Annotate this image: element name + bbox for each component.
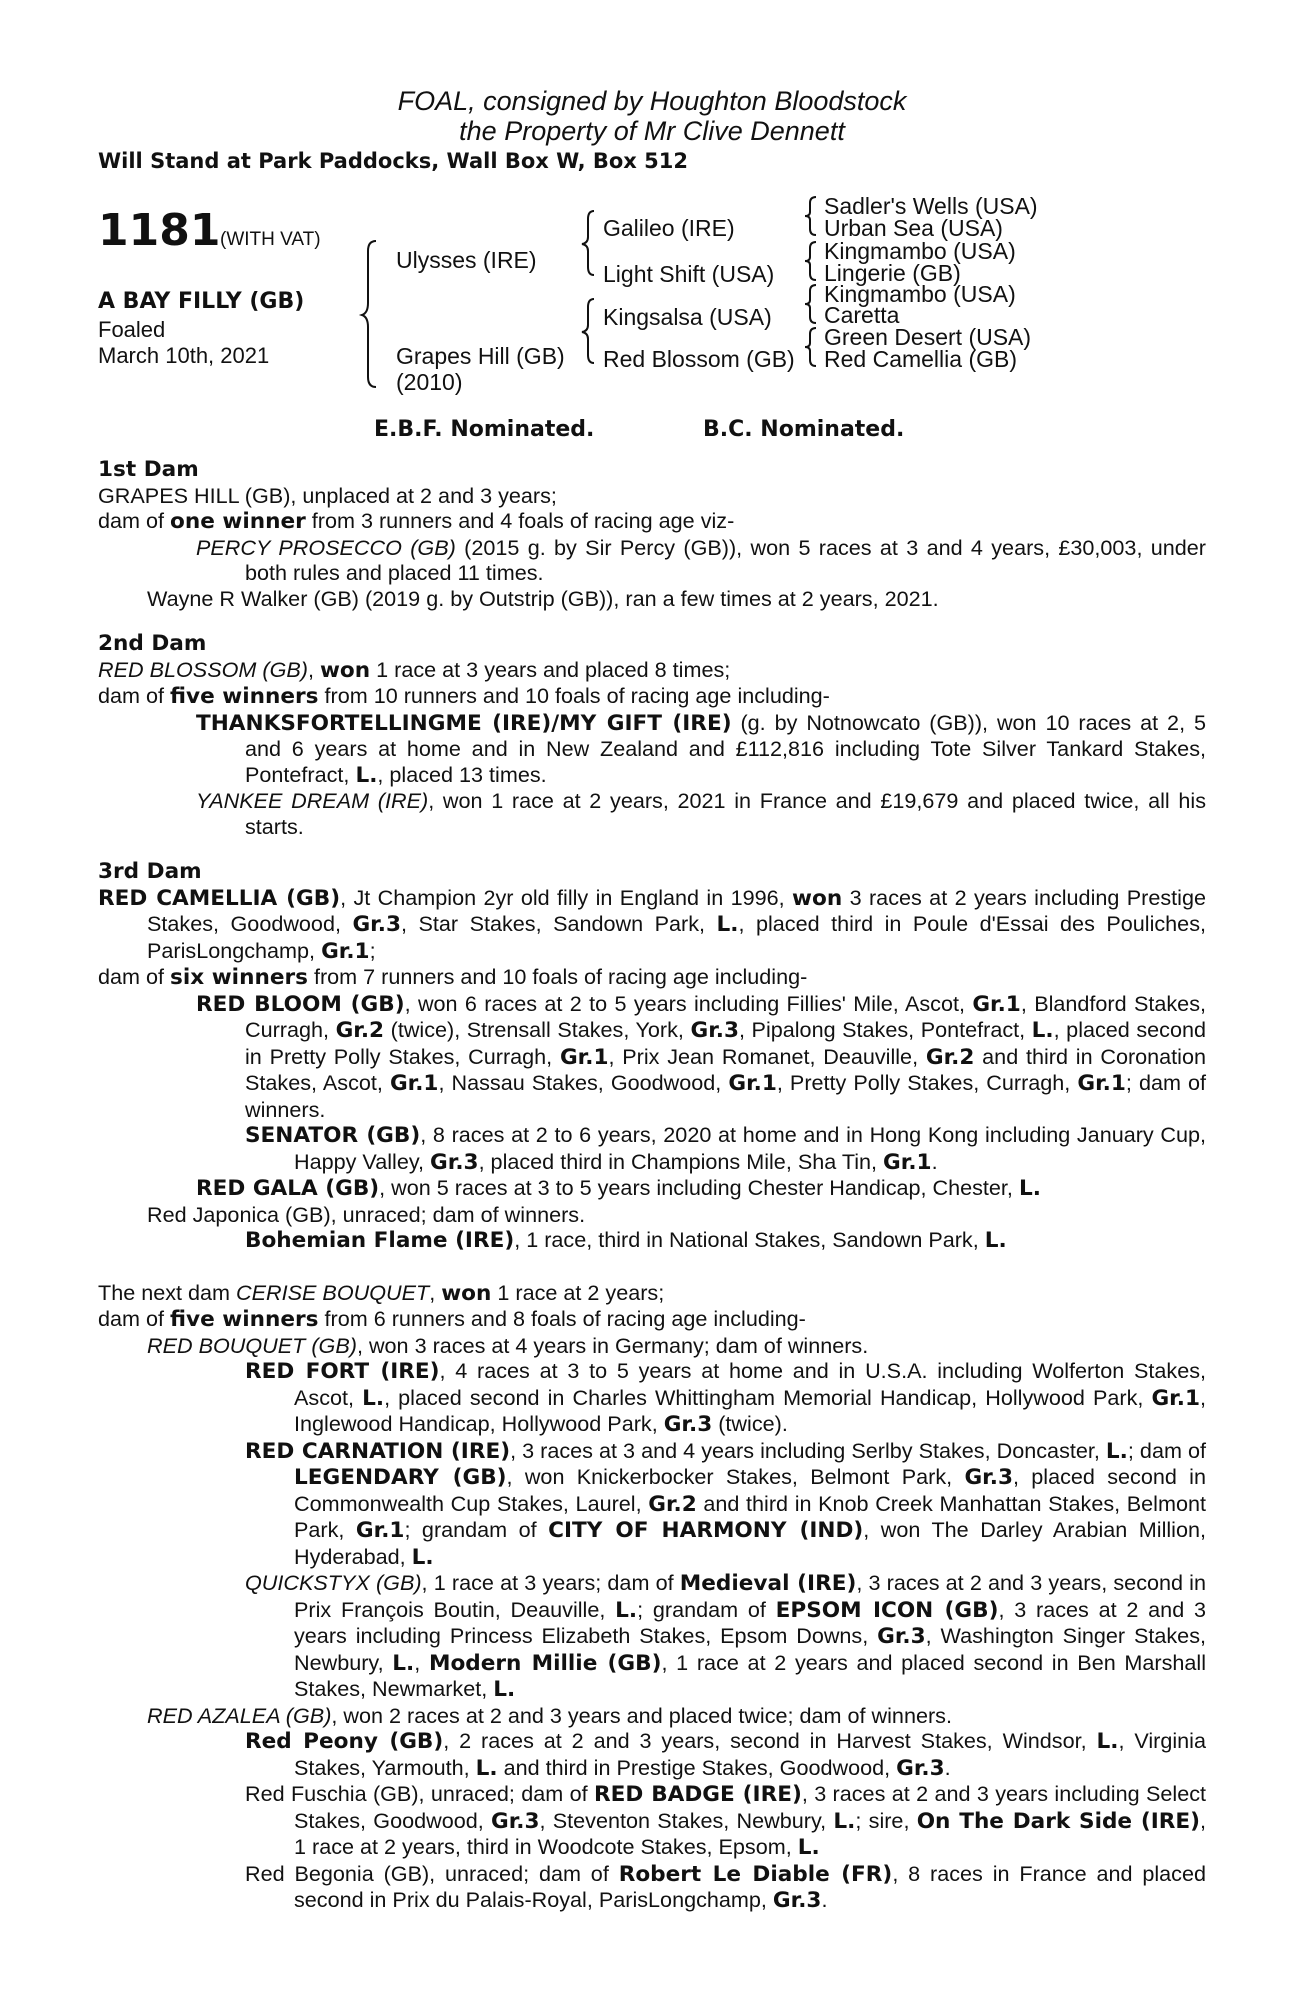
foaled-label: Foaled (98, 317, 166, 342)
first-dam-heading: 1st Dam (98, 457, 199, 482)
ancestor-5: Kingmambo (USA) (824, 281, 1016, 307)
brace-g56 (804, 283, 820, 325)
next-dam-section (98, 1280, 1206, 1914)
produce-entry: Red Begonia (GB), unraced; dam of Robert Le Diable (FR), 8 races in France and placed second in Prix du Palais-Royal, ParisLongchamp, Gr.3. (245, 1860, 1206, 1913)
produce-entry: THANKSFORTELLINGME (IRE)/MY GIFT (IRE) (g. by Notnowcato (GB)), won 10 races at 2, 5 and 6 years at home and in New Zealand and £112,816 including Tote Silver Tankard Stakes, Pontefract, L., placed 13 times. (196, 709, 1206, 788)
produce-entry: SENATOR (GB), 8 races at 2 to 6 years, 2020 at home and in Hong Kong including January Cup, Happy Valley, Gr.3, placed third in Champions Mile, Sha Tin, Gr.1. (245, 1122, 1206, 1175)
ancestor-1: Sadler's Wells (USA) (824, 193, 1038, 219)
third-dam-section (98, 859, 1206, 1254)
second-dam-section (98, 631, 1206, 839)
produce-entry: QUICKSTYX (GB), 1 race at 3 years; dam of Medieval (IRE), 3 races at 2 and 3 years, second in Prix François Boutin, Deauville, L.; grandam of EPSOM ICON (GB), 3 races at 2 and 3 years including Princess Elizabeth Stakes, Epsom Downs, Gr.3, Washington Singer Stakes, Newbury, L., Modern Millie (GB), 1 race at 2 years and placed second in Ben Marshall Stakes, Newmarket, L. (245, 1570, 1206, 1702)
first-dam-summary: GRAPES HILL (GB), unplaced at 2 and 3 years; (98, 482, 557, 508)
first-dam-produce-line: dam of one winner from 3 runners and 4 foals of racing age viz- (98, 508, 735, 534)
brace-g78 (804, 326, 820, 368)
bc-nomination: B.C. Nominated. (703, 417, 905, 442)
vat-note: (WITH VAT) (220, 229, 321, 250)
produce-entry: RED BLOOM (GB), won 6 races at 2 to 5 years including Fillies' Mile, Ascot, Gr.1, Blandford Stakes, Curragh, Gr.2 (twice), Strensall Stakes, York, Gr.3, Pipalong Stakes, Pontefract, L., placed second in Pretty Polly Stakes, Curragh, Gr.1, Prix Jean Romanet, Deauville, Gr.2 and third in Coronation Stakes, Ascot, Gr.1, Nassau Stakes, Goodwood, Gr.1, Pretty Polly Stakes, Curragh, Gr.1; dam of winners. (196, 990, 1207, 1122)
next-dam-summary: The next dam CERISE BOUQUET, won 1 race at 2 years; (98, 1279, 665, 1306)
lot-description: A BAY FILLY (GB) (98, 289, 305, 314)
produce-entry: YANKEE DREAM (IRE), won 1 race at 2 years, 2021 in France and £19,679 and placed twice, all his starts. (196, 788, 1206, 839)
third-dam-produce-line: dam of six winners from 7 runners and 10 foals of racing age including- (98, 964, 808, 990)
ancestor-8: Red Camellia (GB) (824, 346, 1017, 372)
produce-entry: Red Fuschia (GB), unraced; dam of RED BADGE (IRE), 3 races at 2 and 3 years including Select Stakes, Goodwood, Gr.3, Steventon Stakes, Newbury, L.; sire, On The Dark Side (IRE), 1 race at 2 years, third in Woodcote Stakes, Epsom, L. (245, 1781, 1207, 1860)
produce-entry: RED GALA (GB), won 5 races at 3 to 5 years including Chester Handicap, Chester, L. (196, 1175, 1041, 1201)
brace-main (362, 239, 392, 389)
ebf-nomination: E.B.F. Nominated. (374, 417, 595, 442)
produce-entry: RED FORT (IRE), 4 races at 3 to 5 years at home and in U.S.A. including Wolferton Stakes, Ascot, L., placed second in Charles Whittingham Memorial Handicap, Hollywood Park, Gr.1, Inglewood Handicap, Hollywood Park, Gr.3 (twice). (245, 1358, 1207, 1437)
sire-sire: Galileo (IRE) (603, 215, 735, 241)
brace-sire (582, 209, 602, 277)
produce-entry: Red Japonica (GB), unraced; dam of winners. (147, 1201, 586, 1227)
dam-name: Grapes Hill (GB) (396, 343, 565, 369)
pedigree-block (98, 191, 1206, 421)
produce-entry: Red Peony (GB), 2 races at 2 and 3 years, second in Harvest Stakes, Windsor, L., Virginia Stakes, Yarmouth, L. and third in Prestige Stakes, Goodwood, Gr.3. (245, 1728, 1206, 1781)
consignor-line: FOAL, consigned by Houghton Bloodstock (397, 86, 907, 116)
produce-entry: RED BOUQUET (GB), won 3 races at 4 years in Germany; dam of winners. (147, 1332, 869, 1358)
brace-g12 (804, 195, 820, 237)
next-dam-produce-line: dam of five winners from 6 runners and 8 foals of racing age including- (98, 1306, 806, 1332)
ancestor-3: Kingmambo (USA) (824, 238, 1016, 264)
catalogue-page (98, 86, 1206, 1914)
ancestor-6: Caretta (824, 302, 900, 328)
produce-entry: RED CARNATION (IRE), 3 races at 3 and 4 years including Serlby Stakes, Doncaster, L.; dam of LEGENDARY (GB), won Knickerbocker Stakes, Belmont Park, Gr.3, placed second in Commonwealth Cup Stakes, Laurel, Gr.2 and third in Knob Creek Manhattan Stakes, Belmont Park, Gr.1; grandam of CITY OF HARMONY (IND), won The Darley Arabian Million, Hyderabad, L. (245, 1437, 1207, 1570)
third-dam-summary: RED CAMELLIA (GB), Jt Champion 2yr old filly in England in 1996, won 3 races at 2 years including Prestige Stakes, Goodwood, Gr.3, Star Stakes, Sandown Park, L., placed third in Poule d'Essai des Pouliches, ParisLongchamp, Gr.1; (98, 884, 1206, 964)
brace-g34 (804, 240, 820, 282)
second-dam-produce-line: dam of five winners from 10 runners and 10 foals of racing age including- (98, 683, 830, 709)
produce-entry: RED AZALEA (GB), won 2 races at 2 and 3 years and placed twice; dam of winners. (147, 1702, 952, 1728)
third-dam-heading: 3rd Dam (98, 859, 202, 884)
produce-entry: Wayne R Walker (GB) (2019 g. by Outstrip (GB)), ran a few times at 2 years, 2021. (147, 585, 939, 611)
first-dam-section (98, 457, 1206, 611)
ancestor-4: Lingerie (GB) (824, 260, 961, 286)
lot-number: 1181 (98, 205, 221, 256)
nominations (98, 417, 1206, 453)
property-line: the Property of Mr Clive Dennett (459, 116, 845, 146)
ancestor-2: Urban Sea (USA) (824, 215, 1003, 241)
stand-location: Will Stand at Park Paddocks, Wall Box W, Box 512 (98, 149, 688, 173)
dam-dam: Red Blossom (GB) (603, 346, 795, 372)
brace-dam (582, 297, 602, 365)
produce-entry: PERCY PROSECCO (GB) (2015 g. by Sir Percy (GB)), won 5 races at 3 and 4 years, £30,003, under both rules and placed 11 times. (196, 534, 1206, 585)
second-dam-heading: 2nd Dam (98, 631, 207, 656)
sire-name: Ulysses (IRE) (396, 247, 537, 273)
dam-sire: Kingsalsa (USA) (603, 304, 772, 330)
dam-year: (2010) (396, 369, 463, 395)
second-dam-summary: RED BLOSSOM (GB), won 1 race at 3 years and placed 8 times; (98, 656, 731, 683)
sire-dam: Light Shift (USA) (603, 261, 775, 287)
foaled-date: March 10th, 2021 (98, 343, 270, 368)
produce-entry: Bohemian Flame (IRE), 1 race, third in National Stakes, Sandown Park, L. (245, 1227, 1007, 1253)
ancestor-7: Green Desert (USA) (824, 324, 1032, 350)
